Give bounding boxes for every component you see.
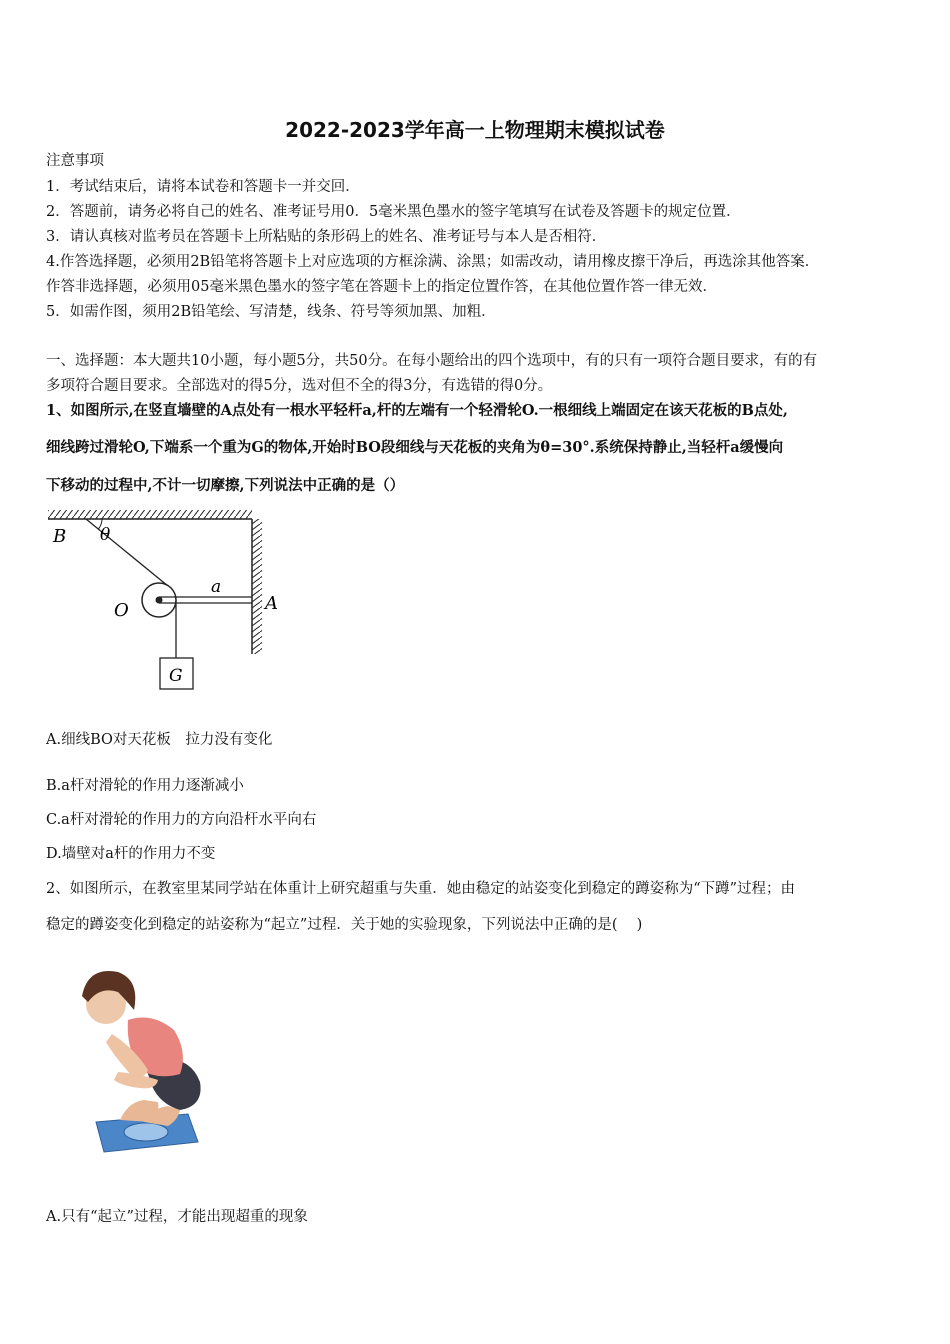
- notice-item: 2．答题前，请务必将自己的姓名、准考证号用0．5毫米黑色墨水的签字笔填写在试卷及答题卡的规定位置．: [46, 204, 741, 220]
- section-instructions: 多项符合题目要求。全部选对的得5分，选对但不全的得3分，有选错的得0分。: [46, 378, 553, 394]
- notice-item: 3．请认真核对监考员在答题卡上所粘贴的条形码上的姓名、准考证号与本人是否相符．: [46, 229, 607, 245]
- wall-hatch: [252, 519, 262, 654]
- q1-option-a: A.细线BO对天花板 拉力没有变化: [46, 732, 273, 748]
- notice-heading: 注意事项: [46, 153, 104, 169]
- squatting-girl-on-scale-photo: [48, 952, 228, 1158]
- label-b: B: [53, 526, 67, 547]
- q1-option-b: B.a杆对滑轮的作用力逐渐减小: [46, 778, 244, 794]
- q2-option-a: A.只有“起立”过程，才能出现超重的现象: [46, 1209, 308, 1225]
- q1-option-c: C.a杆对滑轮的作用力的方向沿杆水平向右: [46, 812, 317, 828]
- string-bo: [86, 519, 168, 586]
- label-g: G: [169, 666, 183, 686]
- label-a: a: [211, 577, 222, 597]
- notice-item: 作答非选择题，必须用05毫米黑色墨水的签字笔在答题卡上的指定位置作答，在其他位置作答一律无效．: [46, 279, 717, 295]
- label-theta: θ: [100, 525, 111, 545]
- page-title: 2022-2023学年高一上物理期末模拟试卷: [285, 118, 665, 142]
- question-1-text: 细线跨过滑轮O,下端系一个重为G的物体,开始时BO段细线与天花板的夹角为θ=30°.系统保持静止,当轻杆a缓慢向: [46, 439, 784, 456]
- section-instructions: 一、选择题：本大题共10小题，每小题5分，共50分。在每小题给出的四个选项中，有的只有一项符合题目要求，有的有: [46, 353, 818, 369]
- label-wall-a: A: [265, 593, 278, 614]
- notice-item: 1．考试结束后，请将本试卷和答题卡一并交回．: [46, 179, 360, 195]
- notice-item: 5．如需作图，须用2B铅笔绘、写清楚，线条、符号等须加黑、加粗．: [46, 304, 496, 320]
- notice-item: 4.作答选择题，必须用2B铅笔将答题卡上对应选项的方框涂满、涂黑；如需改动，请用橡皮擦干净后，再选涂其他答案．: [46, 254, 820, 270]
- pulley-diagram: [44, 500, 284, 700]
- ceiling-hatch: [48, 510, 252, 519]
- q1-option-d: D.墙壁对a杆的作用力不变: [46, 846, 216, 862]
- label-o: O: [114, 600, 129, 621]
- question-1-text: 1、如图所示,在竖直墙壁的A点处有一根水平轻杆a,杆的左端有一个轻滑轮O.一根细线上端固定在该天花板的B点处,: [46, 402, 788, 419]
- question-1-text: 下移动的过程中,不计一切摩擦,下列说法中正确的是（）: [46, 477, 405, 494]
- question-2-text: 2、如图所示，在教室里某同学站在体重计上研究超重与失重．她由稳定的站姿变化到稳定的蹲姿称为“下蹲”过程；由: [46, 881, 796, 897]
- question-2-text: 稳定的蹲姿变化到稳定的站姿称为“起立”过程．关于她的实验现象，下列说法中正确的是( ): [46, 917, 643, 933]
